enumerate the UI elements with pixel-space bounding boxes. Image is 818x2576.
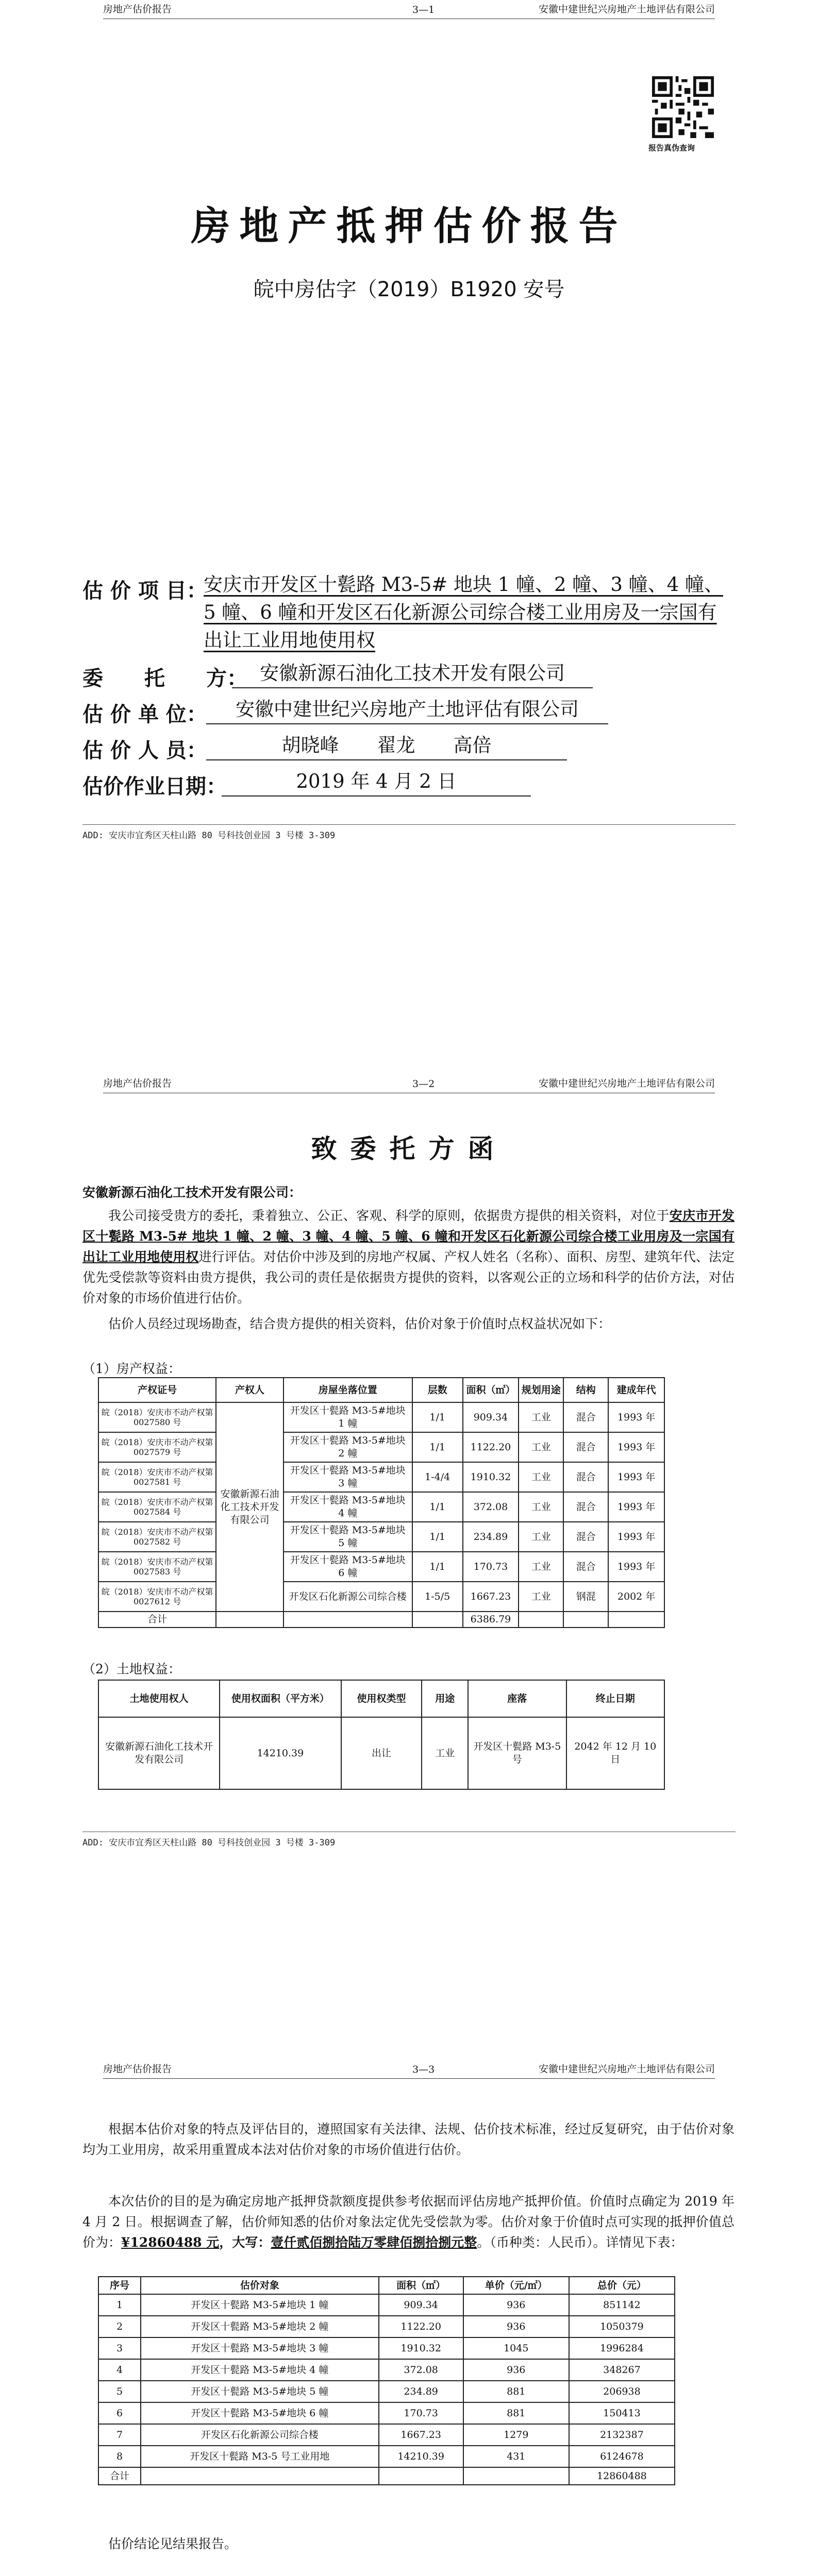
header-right: 安徽中建世纪兴房地产土地评估有限公司	[538, 4, 715, 15]
field-label-project: 估 价 项 目：	[82, 579, 207, 603]
field-value-valuer	[206, 696, 608, 724]
col-header: 面积（㎡）	[463, 1378, 519, 1402]
struct-cell: 混合	[563, 1552, 608, 1582]
table-row	[98, 1522, 664, 1552]
year-cell: 2002 年	[608, 1582, 664, 1612]
col-header: 产权人	[216, 1378, 283, 1402]
field-value-date	[222, 768, 531, 796]
cert-cell: 皖（2018）安庆市不动产权第 0027583 号	[98, 1552, 216, 1582]
row-area: 372.08	[379, 2359, 463, 2381]
col-header: 建成年代	[608, 1378, 664, 1402]
valuer-value-text: 安徽中建世纪兴房地产土地评估有限公司	[206, 696, 608, 724]
floors-cell: 1-5/5	[412, 1582, 463, 1612]
row-total: 1996284	[569, 2337, 675, 2359]
col-header: 使用权面积（平方米）	[220, 1680, 341, 1717]
table-row	[98, 1402, 664, 1432]
loc-cell: 开发区十甏路 M3-5#地块 2 幢	[283, 1432, 412, 1462]
row-no: 8	[98, 2446, 141, 2467]
row-total: 1050379	[569, 2316, 675, 2337]
owner-cell: 安徽新源石油化工技术开发有限公司	[216, 1402, 283, 1612]
total-value-words: 壹仟贰佰捌拾陆万零肆佰捌拾捌元整	[271, 2235, 477, 2250]
land-use: 工业	[422, 1717, 468, 1789]
para1-end: 进行评估。对估价中涉及到的房地产权属、产权人姓名（名称）、面积、房型、建筑年代、法定优先受偿款等资料由贵方提供，我公司的责任是依据贵方提供的资料，以客观公正的立场和科学的估价方法，对估价对象的市场价值进行估价。	[82, 1249, 734, 1306]
row-total: 2132387	[569, 2424, 675, 2446]
header-page-num: 3—1	[412, 4, 435, 15]
row-total: 348267	[569, 2359, 675, 2381]
conclusion-paragraph-1: 根据本估价对象的特点及评估目的，遵照国家有关法律、法规、估价技术标准，经过反复研究，由于估价对象均为工业用房，故采用重置成本法对估价对象的市场价值进行估价。	[82, 2122, 734, 2157]
land-owner: 安徽新源石油化工技术开发有限公司	[98, 1717, 220, 1789]
floors-cell: 1/1	[412, 1522, 463, 1552]
header-right: 安徽中建世纪兴房地产土地评估有限公司	[538, 1078, 715, 1089]
loc-cell: 开发区十甏路 M3-5#地块 6 幢	[283, 1552, 412, 1582]
row-object: 开发区十甏路 M3-5#地块 2 幢	[141, 2316, 379, 2337]
area-cell: 1667.23	[463, 1582, 519, 1612]
use-cell: 工业	[519, 1522, 563, 1552]
letter-title: 致委托方函	[311, 1134, 507, 1164]
field-label-valuer: 估 价 单 位：	[82, 703, 207, 726]
loc-cell: 开发区石化新源公司综合楼	[283, 1582, 412, 1612]
total-value-figure: ¥12860488 元	[121, 2235, 220, 2250]
year-cell: 1993 年	[608, 1432, 664, 1462]
loc-cell: 开发区十甏路 M3-5#地块 1 幢	[283, 1402, 412, 1432]
row-area: 1910.32	[379, 2337, 463, 2359]
col-header: 用途	[422, 1680, 468, 1717]
row-no: 5	[98, 2381, 141, 2402]
area-cell: 1122.20	[463, 1432, 519, 1462]
page-footer	[82, 824, 736, 841]
footer-address: ADD: 安庆市宜秀区天柱山路 80 号科技创业园 3 号楼 3-309	[82, 831, 336, 841]
col-header: 座落	[468, 1680, 566, 1717]
year-cell: 1993 年	[608, 1552, 664, 1582]
para2-end: 。（币种类：人民币）。详情见下表：	[477, 2235, 683, 2250]
field-value-client	[232, 659, 593, 688]
row-object: 开发区十甏路 M3-5#地块 1 幢	[141, 2294, 379, 2316]
table-row	[98, 1717, 664, 1789]
year-cell: 1993 年	[608, 1492, 664, 1522]
table-row	[98, 2446, 675, 2467]
row-price: 936	[463, 2294, 569, 2316]
row-price: 1279	[463, 2424, 569, 2446]
table-row	[98, 1552, 664, 1582]
row-area: 234.89	[379, 2381, 463, 2402]
col-header: 产权证号	[98, 1378, 216, 1402]
para1-start: 我公司接受贵方的委托，秉着独立、公正、客观、科学的原则，依据贵方提供的相关资料，对位于	[108, 1208, 670, 1223]
total-label: 合计	[98, 1612, 216, 1628]
row-no: 1	[98, 2294, 141, 2316]
header-page-num: 3—2	[412, 1078, 435, 1090]
land-caption: （2）土地权益：	[82, 1662, 181, 1676]
row-total: 851142	[569, 2294, 675, 2316]
field-value-appraisers	[206, 732, 567, 760]
cover-page	[0, 0, 818, 1074]
cert-cell: 皖（2018）安庆市不动产权第 0027581 号	[98, 1462, 216, 1492]
table-row	[98, 2381, 675, 2402]
table-row	[98, 2294, 675, 2316]
qr-caption: 报告真伪查询	[648, 143, 695, 152]
land-type: 出让	[341, 1717, 422, 1789]
year-cell: 1993 年	[608, 1402, 664, 1432]
letter-page	[0, 1074, 818, 2060]
conclusion-note: 估价结论见结果报告。	[108, 2536, 238, 2551]
year-cell: 1993 年	[608, 1462, 664, 1492]
row-object: 开发区十甏路 M3-5#地块 3 幢	[141, 2337, 379, 2359]
conclusion-paragraph-2	[82, 2191, 734, 2253]
row-object: 开发区十甏路 M3-5#地块 6 幢	[141, 2402, 379, 2424]
row-no: 7	[98, 2424, 141, 2446]
area-cell: 234.89	[463, 1522, 519, 1552]
project-value-text: 安庆市开发区十甏路 M3-5# 地块 1 幢、2 幢、3 幢、4 幢、5 幢、6 幢和开发区石化新源公司综合楼工业用房及一宗国有出让工业用地使用权	[204, 573, 723, 651]
row-no: 4	[98, 2359, 141, 2381]
row-total: 206938	[569, 2381, 675, 2402]
land-end-date: 2042 年 12 月 10 日	[566, 1717, 665, 1789]
client-value-text: 安徽新源石油化工技术开发有限公司	[232, 659, 593, 688]
conclusion-page	[0, 2060, 818, 2576]
floors-cell: 1-4/4	[412, 1462, 463, 1492]
row-object: 开发区十甏路 M3-5#地块 5 幢	[141, 2381, 379, 2402]
header-left: 房地产估价报告	[103, 1078, 172, 1089]
row-price: 936	[463, 2359, 569, 2381]
col-header: 层数	[412, 1378, 463, 1402]
para2-start: 本次估价的目的是为确定房地产抵押贷款额度提供参考依据而评估房地产抵押价值。价值时点确定为 2019 年 4 月 2 日。根据调查了解，估价师知悉的估价对象法定优先受偿款为零。估价对象于价值时点可实现的抵押价值总价为：	[82, 2194, 734, 2250]
table-total-row	[98, 2467, 675, 2485]
floors-cell: 1/1	[412, 1552, 463, 1582]
use-cell: 工业	[519, 1462, 563, 1492]
struct-cell: 钢混	[563, 1582, 608, 1612]
cert-cell: 皖（2018）安庆市不动产权第 0027579 号	[98, 1432, 216, 1462]
grand-total: 12860488	[569, 2467, 675, 2485]
field-label-date: 估价作业日期：	[82, 775, 227, 799]
area-cell: 909.34	[463, 1402, 519, 1432]
total-label: 合计	[98, 2467, 141, 2485]
row-no: 6	[98, 2402, 141, 2424]
table-row	[98, 1462, 664, 1492]
para1-bold: 安庆市开发区十甏路 M3-5# 地块 1 幢、2 幢、3 幢、4 幢、5 幢、6 幢和开发区石化新源公司综合楼工业用房及一宗国有出让工业用地使用权	[82, 1208, 734, 1264]
col-header: 结构	[563, 1378, 608, 1402]
house-caption: （1）房产权益：	[82, 1361, 181, 1376]
page-header	[103, 1075, 715, 1093]
row-object: 开发区十甏路 M3-5#地块 4 幢	[141, 2359, 379, 2381]
use-cell: 工业	[519, 1492, 563, 1522]
struct-cell: 混合	[563, 1462, 608, 1492]
col-header: 终止日期	[566, 1680, 665, 1717]
row-price: 431	[463, 2446, 569, 2467]
col-header: 序号	[98, 2277, 141, 2294]
loc-cell: 开发区十甏路 M3-5#地块 5 幢	[283, 1522, 412, 1552]
area-cell: 372.08	[463, 1492, 519, 1522]
area-cell: 1910.32	[463, 1462, 519, 1492]
appraisers-value-text: 胡晓峰 翟龙 高倍	[206, 732, 567, 760]
valuation-results-table	[98, 2276, 675, 2485]
row-area: 170.73	[379, 2402, 463, 2424]
footer-address: ADD: 安庆市宜秀区天柱山路 80 号科技创业园 3 号楼 3-309	[82, 1838, 336, 1848]
page-footer	[82, 1832, 736, 1848]
field-label-appraisers: 估 价 人 员：	[82, 739, 207, 762]
letter-paragraph-2: 估价人员经过现场勘查，结合贵方提供的相关资料，估价对象于价值时点权益状况如下：	[108, 1316, 611, 1331]
land-area: 14210.39	[220, 1717, 341, 1789]
total-area: 6386.79	[463, 1612, 519, 1628]
row-object: 开发区十甏路 M3-5 号工业用地	[141, 2446, 379, 2467]
use-cell: 工业	[519, 1552, 563, 1582]
cert-cell: 皖（2018）安庆市不动产权第 0027582 号	[98, 1522, 216, 1552]
para2-mid: ，大写：	[219, 2235, 271, 2250]
row-price: 1045	[463, 2337, 569, 2359]
page-header	[103, 2061, 715, 2079]
use-cell: 工业	[519, 1582, 563, 1612]
table-row	[98, 2316, 675, 2337]
col-header: 规划用途	[519, 1378, 563, 1402]
row-price: 881	[463, 2402, 569, 2424]
house-rights-table	[98, 1377, 665, 1628]
table-row	[98, 1582, 664, 1612]
col-header: 使用权类型	[341, 1680, 422, 1717]
floors-cell: 1/1	[412, 1432, 463, 1462]
loc-cell: 开发区十甏路 M3-5#地块 3 幢	[283, 1462, 412, 1492]
doc-number: 皖中房估字（2019）B1920 安号	[253, 278, 565, 301]
table-row	[98, 1492, 664, 1522]
use-cell: 工业	[519, 1402, 563, 1432]
row-object: 开发区石化新源公司综合楼	[141, 2424, 379, 2446]
row-total: 6124678	[569, 2446, 675, 2467]
cert-cell: 皖（2018）安庆市不动产权第 0027612 号	[98, 1582, 216, 1612]
land-location: 开发区十甏路 M3-5 号	[468, 1717, 566, 1789]
year-cell: 1993 年	[608, 1522, 664, 1552]
struct-cell: 混合	[563, 1432, 608, 1462]
col-header: 单价（元/㎡）	[463, 2277, 569, 2294]
floors-cell: 1/1	[412, 1402, 463, 1432]
struct-cell: 混合	[563, 1402, 608, 1432]
table-total-row	[98, 1612, 664, 1628]
page-header	[103, 1, 715, 19]
field-value-project	[204, 571, 734, 654]
row-area: 1667.23	[379, 2424, 463, 2446]
row-area: 14210.39	[379, 2446, 463, 2467]
letter-paragraph-1	[82, 1206, 734, 1309]
header-page-num: 3—3	[412, 2064, 435, 2075]
col-header: 房屋坐落位置	[283, 1378, 412, 1402]
row-no: 3	[98, 2337, 141, 2359]
date-value-text: 2019 年 4 月 2 日	[222, 768, 531, 796]
col-header: 面积（㎡）	[379, 2277, 463, 2294]
report-title: 房地产抵押估价报告	[191, 203, 627, 249]
header-left: 房地产估价报告	[103, 4, 172, 15]
header-right: 安徽中建世纪兴房地产土地评估有限公司	[538, 2063, 715, 2075]
struct-cell: 混合	[563, 1492, 608, 1522]
qr-code[interactable]	[652, 76, 714, 138]
row-price: 936	[463, 2316, 569, 2337]
table-row	[98, 2402, 675, 2424]
col-header: 总价（元）	[569, 2277, 675, 2294]
row-total: 150413	[569, 2402, 675, 2424]
table-row	[98, 2359, 675, 2381]
floors-cell: 1/1	[412, 1492, 463, 1522]
row-area: 1122.20	[379, 2316, 463, 2337]
land-rights-table	[98, 1680, 665, 1790]
use-cell: 工业	[519, 1432, 563, 1462]
table-row	[98, 2337, 675, 2359]
row-no: 2	[98, 2316, 141, 2337]
table-row	[98, 2424, 675, 2446]
col-header: 估价对象	[141, 2277, 379, 2294]
letter-addressee: 安徽新源石油化工技术开发有限公司：	[82, 1185, 302, 1200]
field-label-client: 委 托 方：	[82, 667, 247, 690]
cert-cell: 皖（2018）安庆市不动产权第 0027580 号	[98, 1402, 216, 1432]
loc-cell: 开发区十甏路 M3-5#地块 4 幢	[283, 1492, 412, 1522]
area-cell: 170.73	[463, 1552, 519, 1582]
struct-cell: 混合	[563, 1522, 608, 1552]
header-left: 房地产估价报告	[103, 2063, 172, 2075]
row-price: 881	[463, 2381, 569, 2402]
cert-cell: 皖（2018）安庆市不动产权第 0027584 号	[98, 1492, 216, 1522]
row-area: 909.34	[379, 2294, 463, 2316]
table-row	[98, 1432, 664, 1462]
col-header: 土地使用权人	[98, 1680, 220, 1717]
